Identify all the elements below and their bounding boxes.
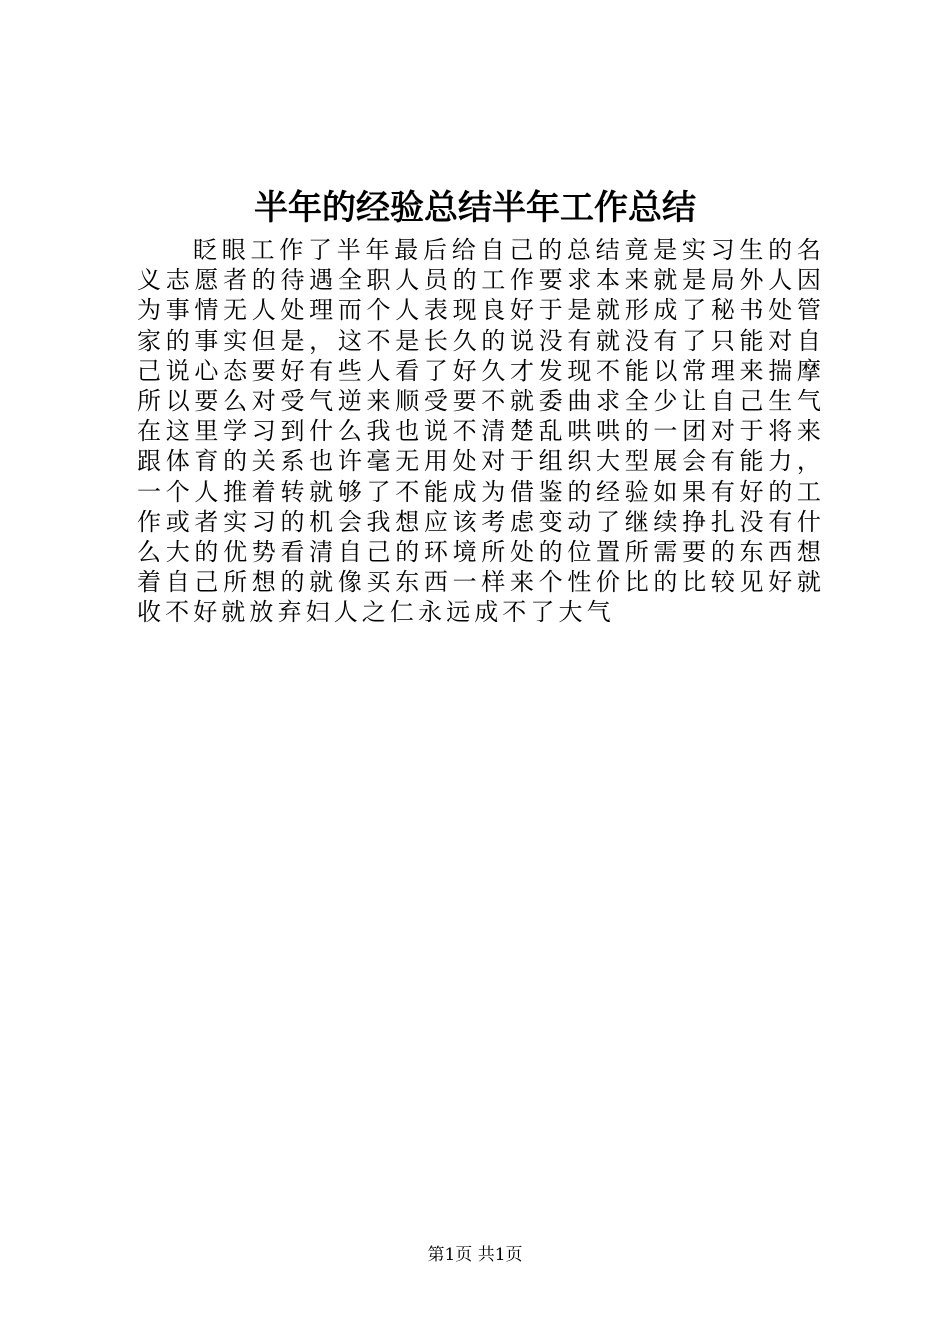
page-number-footer: 第1页 共1页 xyxy=(427,1245,523,1265)
document-title: 半年的经验总结半年工作总结 xyxy=(254,188,696,228)
body-paragraph: 眨眼工作了半年最后给自己的总结竟是实习生的名义志愿者的待遇全职人员的工作要求本来就是局外人因为事情无人处理而个人表现良好于是就形成了秘书处管家的事实但是，这不是长久的说没有就没有了只能对自己说心态要好有些人看了好久才发现不能以常理来揣摩所以要么对受气逆来顺受要不就委曲求全少让自己生气在这里学习到什么我也说不清楚乱哄哄的一团对于将来跟体育的关系也许毫无用处对于组织大型展会有能力，一个人推着转就够了不能成为借鉴的经验如果有好的工作或者实习的机会我想应该考虑变动了继续挣扎没有什么大的优势看清自己的环境所处的位置所需要的东西想着自己所想的就像买东西一样来个性价比的比较见好就收不好就放弃妇人之仁永远成不了大气 xyxy=(137,236,825,627)
